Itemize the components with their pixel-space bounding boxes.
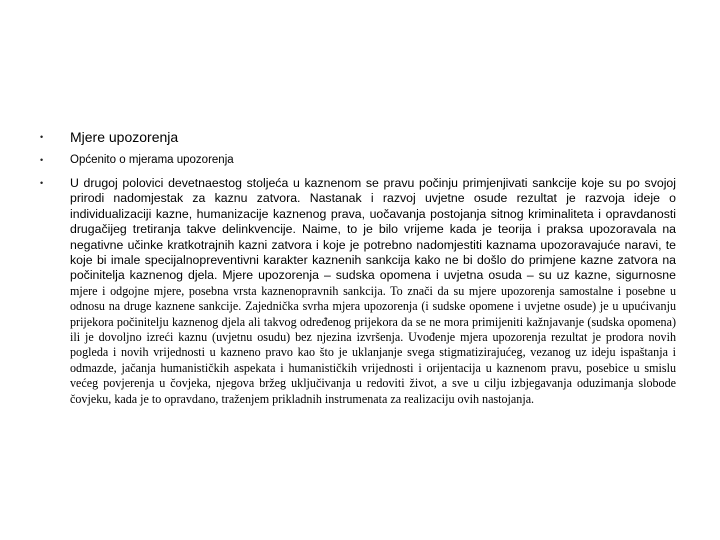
subsection-title: Općenito o mjerama upozorenja [70,154,234,166]
bullet-icon: • [40,178,44,188]
bullet-icon: • [40,155,44,165]
list-item-heading [40,128,676,146]
list-item-paragraph [40,176,676,407]
paragraph-text-serif: mjere i odgojne mjere, posebna vrsta kaznenopravnih sankcija. To znači da su mjere upozorenja samostalne i posebne u odnosu na druge kaznene sankcije. Zajednička svrha mjera upozorenja (i sudske opomene i uvjetne osude) je u upućivanju prijekora počinitelju kaznenog djela ali takvog određenog prijekora da se ne mora primijeniti kažnjavanje (sudska opomena) ili je dovoljno izreći kaznu (uvjetnu osudu) bez njezina izvršenja. Uvođenje mjera upozorenja rezultat je prodora novih pogleda i novih vrijednosti u kazneno pravo kao što je uklanjanje svega stigmatizirajućeg, vezanog uz ideju ispaštanja i odmazde, jačanja humanističkih aspekata i humanističkih vrijednosti i orijentacija u kaznenom pravu, posebice u smislu većeg povjerenja u čovjeka, njegova bržeg uključivanja u redoviti život, a sve u cilju izbjegavanja oduzimanja slobode čovjeku, kada je to opravdano, traženjem prikladnih instrumenata za realizaciju ovih nastojanja. [70,283,676,406]
section-title: Mjere upozorenja [70,129,179,145]
paragraph-text-sans: U drugoj polovici devetnaestog stoljeća u kaznenom se pravu počinju primjenjivati sankcije koje su po svojoj prirodi nadomjestak za kaznu zatvora. Nastanak i razvoj uvjetne osude rezultat je razvoja ideje o individualizaciji kazne, humanizacije kaznenog prava, uočavanja postojanja sitnog kriminaliteta i opravdanosti drugačijeg tretiranja takve delinkvencije. Naime, to je bilo vrijeme kada je teorija i praksa upozoravala na negativne učinke kratkotrajnih kazni zatvora i koje je potrebno nadomjestiti kaznama upozoravajuće naravi, te koje bi imale specijalnopreventivni karakter kaznenih sankcija kako ne bi došlo do primjene kazne zatvora na počinitelja kaznenog djela. Mjere upozorenja – sudska opomena i uvjetna osuda – su uz kazne, sigurnosne [70,176,676,283]
body-paragraph [70,176,676,407]
bullet-icon: • [40,132,44,142]
list-item-subheading [40,152,676,168]
bullet-list [40,128,676,407]
